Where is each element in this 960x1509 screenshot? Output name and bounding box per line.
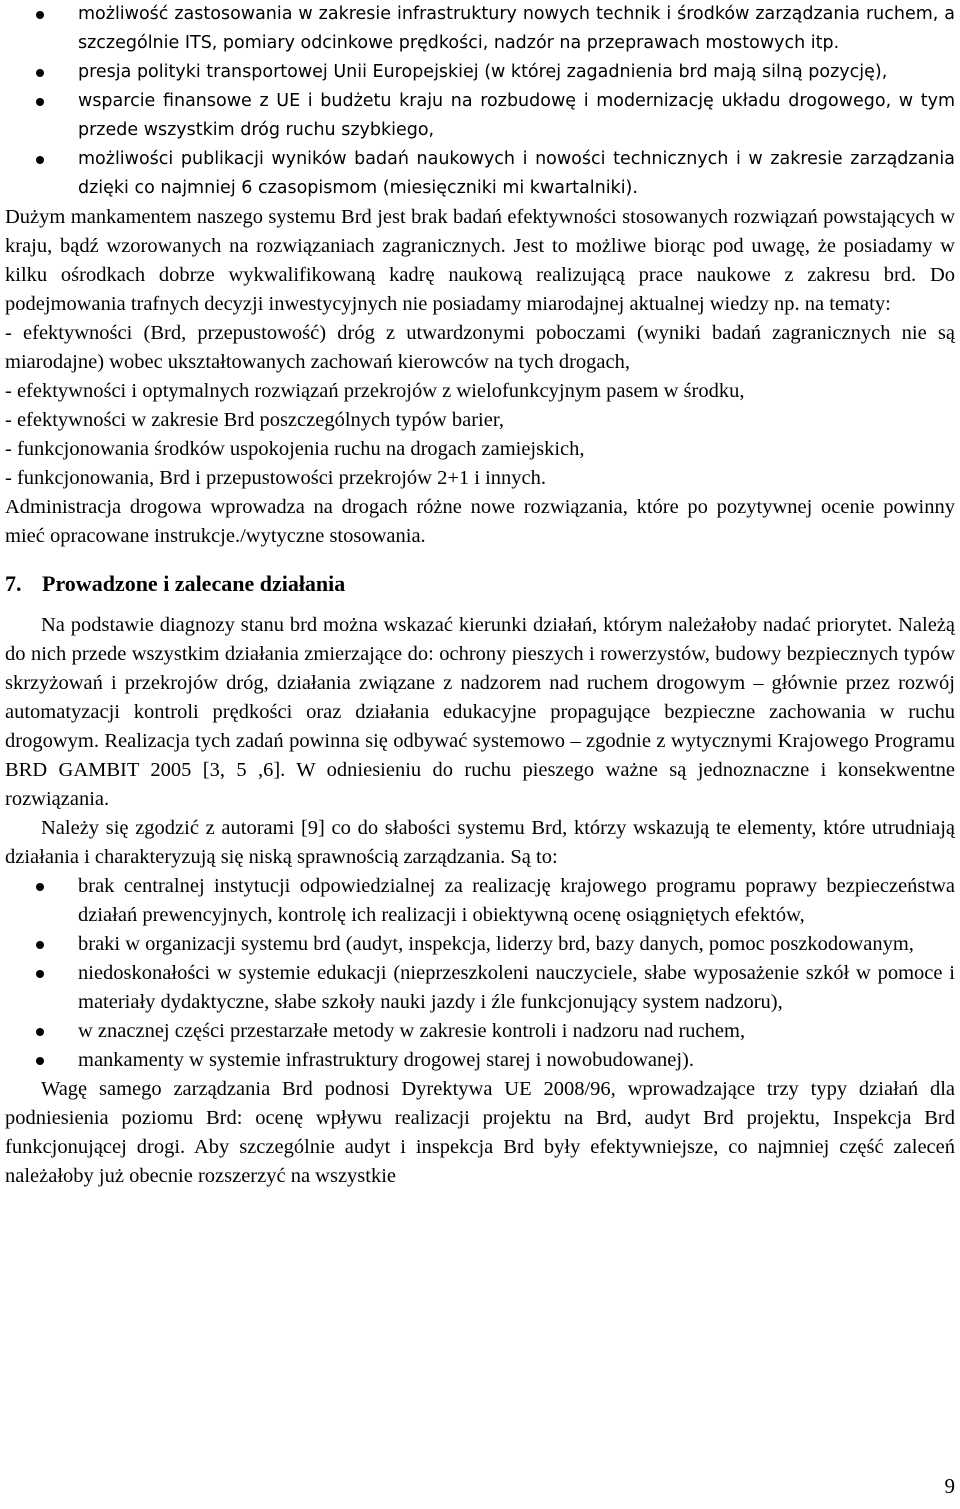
list-item: możliwości publikacji wyników badań naukowych i nowości technicznych i w zakresie zarządzania dzięki co najmniej 6 czasopismom (miesięczniki mi kwartalniki). bbox=[5, 145, 955, 203]
list-item: mankamenty w systemie infrastruktury drogowej starej i nowobudowanej). bbox=[5, 1046, 955, 1075]
list-item: niedoskonałości w systemie edukacji (nieprzeszkoleni nauczyciele, słabe wyposażenie szkół w pomoce i materiały dydaktyczne, słabe szkoły nauki jazdy i źle funkcjonujący system nadzoru), bbox=[5, 959, 955, 1017]
document-page bbox=[5, 0, 955, 1191]
bullet-icon bbox=[36, 98, 44, 106]
section-number: 7. bbox=[5, 571, 22, 596]
list-item: brak centralnej instytucji odpowiedzialnej za realizację krajowego programu poprawy bezpieczeństwa działań prewencyjnych, kontrolę ich realizacji i obiektywną ocenę osiągniętych efektów, bbox=[5, 872, 955, 930]
dash-list-item: - efektywności w zakresie Brd poszczególnych typów barier, bbox=[5, 409, 504, 431]
paragraph-admin: Administracja drogowa wprowadza na drogach różne nowe rozwiązania, które po pozytywnej ocenie powinny mieć opracowane instrukcje./wytyczne stosowania. bbox=[5, 496, 955, 547]
dash-list-item: - funkcjonowania, Brd i przepustowości przekrojów 2+1 i innych. bbox=[5, 467, 547, 489]
page-number: 9 bbox=[944, 1474, 955, 1498]
weakness-list bbox=[5, 872, 955, 1075]
paragraph-weakness: Dużym mankamentem naszego systemu Brd jest brak badań efektywności stosowanych rozwiązań powstających w kraju, bądź wzorowanych na rozwiązaniach zagranicznych. Jest to możliwe biorąc pod uwagę, że posiadamy w kilku ośrodkach dobrze wykwalifikowaną kadrę naukową realizującą prace naukowe z zakresu brd. Do podejmowania trafnych decyzji inwestycyjnych nie posiadamy miarodajnej aktualnej wiedzy np. na tematy: bbox=[5, 206, 955, 315]
paragraph-authors: Należy się zgodzić z autorami [9] co do słabości systemu Brd, którzy wskazują te elementy, które utrudniają działania i charakteryzują się niską sprawnością zarządzania. Są to: bbox=[5, 817, 955, 868]
dash-list-item: - funkcjonowania środków uspokojenia ruchu na drogach zamiejskich, bbox=[5, 438, 585, 460]
list-item: presja polityki transportowej Unii Europejskiej (w której zagadnienia brd mają silną pozycję), bbox=[5, 58, 955, 87]
dash-list-item: - efektywności (Brd, przepustowość) dróg z utwardzonymi poboczami (wyniki badań zagranicznych nie są miarodajne) wobec ukształtowanych zachowań kierowców na tych drogach, bbox=[5, 322, 955, 373]
section-title: Prowadzone i zalecane działania bbox=[42, 571, 346, 596]
bullet-icon bbox=[36, 883, 44, 891]
list-item: braki w organizacji systemu brd (audyt, inspekcja, liderzy brd, bazy danych, pomoc poszkodowanym, bbox=[5, 930, 955, 959]
paragraph-directive: Wagę samego zarządzania Brd podnosi Dyrektywa UE 2008/96, wprowadzające trzy typy działań dla podniesienia poziomu Brd: ocenę wpływu realizacji projektu na Brd, audyt Brd projektu, Inspekcja Brd funkcjonującej drogi. Aby szczególnie audyt i inspekcja Brd były efektywniejsze, co najmniej część zaleceń należałoby już obecnie rozszerzyć na wszystkie bbox=[5, 1078, 955, 1187]
bullet-icon bbox=[36, 1057, 44, 1065]
dash-list-item: - efektywności i optymalnych rozwiązań przekrojów z wielofunkcyjnym pasem w środku, bbox=[5, 380, 745, 402]
bullet-icon bbox=[36, 1028, 44, 1036]
opportunities-list bbox=[5, 0, 955, 203]
list-item: w znacznej części przestarzałe metody w zakresie kontroli i nadzoru nad ruchem, bbox=[5, 1017, 955, 1046]
list-item: możliwość zastosowania w zakresie infrastruktury nowych technik i środków zarządzania ruchem, a szczególnie ITS, pomiary odcinkowe prędkości, nadzór na przeprawach mostowych itp. bbox=[5, 0, 955, 58]
bullet-icon bbox=[36, 69, 44, 77]
paragraph-diagnosis: Na podstawie diagnozy stanu brd można wskazać kierunki działań, którym należałoby nadać priorytet. Należą do nich przede wszystkim działania zmierzające do: ochrony pieszych i rowerzystów, budowy bezpiecznych typów skrzyżowań i przekrojów dróg, działania związane z nadzorem nad ruchem drogowym – głównie przez rozwój automatyzacji kontroli prędkości oraz działania edukacyjne propagujące bezpieczne zachowania w ruchu drogowym. Realizacja tych zadań powinna się odbywać systemowo – zgodnie z wytycznymi Krajowego Programu BRD GAMBIT 2005 [3, 5 ,6]. W odniesieniu do ruchu pieszego ważne są jednoznaczne i konsekwentne rozwiązania. bbox=[5, 614, 955, 810]
list-item: wsparcie finansowe z UE i budżetu kraju na rozbudowę i modernizację układu drogowego, w tym przede wszystkim dróg ruchu szybkiego, bbox=[5, 87, 955, 145]
bullet-icon bbox=[36, 970, 44, 978]
bullet-icon bbox=[36, 941, 44, 949]
bullet-icon bbox=[36, 11, 44, 19]
bullet-icon bbox=[36, 156, 44, 164]
section-heading bbox=[5, 551, 955, 611]
